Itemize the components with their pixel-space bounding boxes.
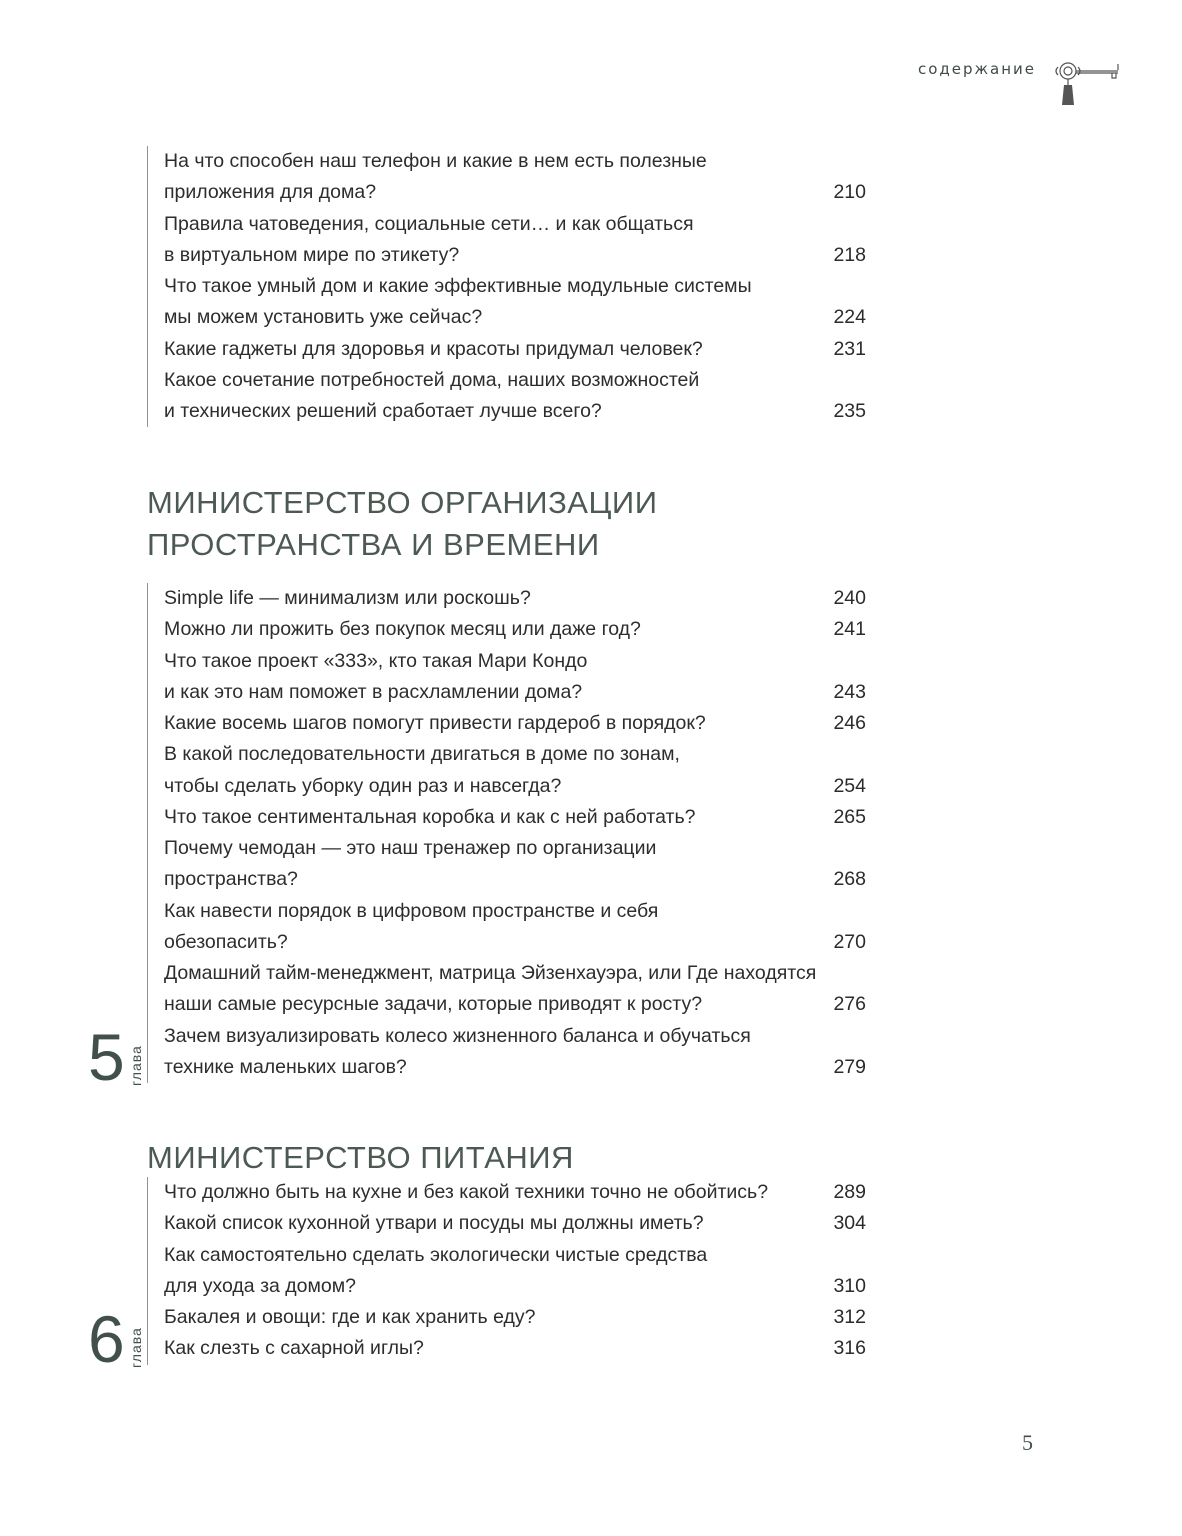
chapter-6-title-line: МИНИСТЕРСТВО ПИТАНИЯ bbox=[147, 1140, 574, 1175]
toc-entry-page: 235 bbox=[833, 400, 866, 422]
toc-entry-text: чтобы сделать уборку один раз и навсегда? bbox=[164, 774, 562, 797]
toc-entry-page: 316 bbox=[833, 1337, 866, 1360]
toc-entry-text: В какой последовательности двигаться в доме по зонам, bbox=[164, 743, 680, 766]
toc-entry-text: и технических решений сработает лучше всего? bbox=[164, 400, 602, 422]
toc-entry bbox=[148, 334, 866, 365]
toc-entry-text: Что такое сентиментальная коробка и как с ней работать? bbox=[164, 805, 696, 828]
chapter-6-title bbox=[147, 1137, 574, 1179]
toc-entry-page: 310 bbox=[833, 1274, 866, 1297]
toc-entry bbox=[148, 833, 866, 896]
toc-entry-page: 312 bbox=[833, 1306, 866, 1328]
page-number: 5 bbox=[1022, 1430, 1033, 1455]
header-section-label: содержание bbox=[917, 60, 1036, 78]
toc-entry bbox=[148, 1208, 866, 1239]
toc-entry bbox=[148, 271, 866, 334]
chapter-5-title bbox=[147, 482, 657, 566]
toc-entry bbox=[148, 365, 866, 428]
toc-entry bbox=[148, 646, 866, 709]
toc-entry-page: 254 bbox=[833, 774, 866, 797]
toc-entry-text: Как навести порядок в цифровом пространстве и себя bbox=[164, 899, 659, 922]
toc-block-top bbox=[147, 146, 866, 427]
toc-entry-text: Какое сочетание потребностей дома, наших возможностей bbox=[164, 368, 700, 391]
toc-entry-text: Какие гаджеты для здоровья и красоты придумал человек? bbox=[164, 337, 703, 360]
toc-entry-page: 246 bbox=[833, 712, 866, 734]
toc-entry-text: Зачем визуализировать колесо жизненного баланса и обучаться bbox=[164, 1024, 751, 1047]
toc-entry-text: Какой список кухонной утвари и посуды мы должны иметь? bbox=[164, 1212, 704, 1235]
toc-entry bbox=[148, 739, 866, 802]
toc-entry-text: пространства? bbox=[164, 868, 298, 891]
toc-entry bbox=[148, 802, 866, 833]
chapter-5-title-line: ПРОСТРАНСТВА И ВРЕМЕНИ bbox=[147, 527, 600, 562]
toc-entry-page: 224 bbox=[833, 306, 866, 329]
toc-entry bbox=[148, 1302, 866, 1333]
toc-entry-text: Что такое умный дом и какие эффективные модульные системы bbox=[164, 275, 752, 297]
toc-entry-page: 270 bbox=[833, 930, 866, 953]
toc-entry-text: Правила чатоведения, социальные сети… и как общаться bbox=[164, 212, 694, 235]
toc-block-chapter-5 bbox=[147, 583, 866, 1083]
toc-entry bbox=[148, 958, 866, 1021]
toc-entry-page: 231 bbox=[833, 337, 866, 360]
toc-entry-text: мы можем установить уже сейчас? bbox=[164, 306, 483, 329]
toc-entry-text: наши самые ресурсные задачи, которые приводят к росту? bbox=[164, 993, 703, 1016]
chapter-5-word: глава bbox=[128, 1045, 144, 1086]
toc-entry-page: 218 bbox=[833, 243, 866, 266]
toc-entry bbox=[148, 708, 866, 739]
chapter-6-word: глава bbox=[128, 1327, 144, 1368]
chapter-5-number: 5 bbox=[88, 1020, 125, 1094]
toc-entry bbox=[148, 209, 866, 272]
toc-entry-page: 304 bbox=[833, 1212, 866, 1235]
toc-entry bbox=[148, 614, 866, 645]
chapter-6-number: 6 bbox=[88, 1302, 125, 1376]
toc-entry-page: 265 bbox=[833, 805, 866, 828]
toc-entry-page: 240 bbox=[833, 587, 866, 609]
toc-entry-page: 289 bbox=[833, 1181, 866, 1203]
chapter-5-title-line: МИНИСТЕРСТВО ОРГАНИЗАЦИИ bbox=[147, 485, 658, 520]
toc-entry bbox=[148, 1177, 866, 1208]
toc-entry-text: и как это нам поможет в расхламлении дома? bbox=[164, 680, 583, 703]
toc-entry-text: приложения для дома? bbox=[164, 181, 377, 204]
toc-entry-text: Simple life — минимализм или роскошь? bbox=[164, 587, 531, 609]
toc-entry-text: технике маленьких шагов? bbox=[164, 1055, 407, 1078]
toc-entry-text: в виртуальном мире по этикету? bbox=[164, 243, 460, 266]
toc-entry-page: 243 bbox=[833, 680, 866, 703]
toc-entry-page: 268 bbox=[833, 868, 866, 891]
toc-entry-text: Почему чемодан — это наш тренажер по организации bbox=[164, 837, 657, 859]
toc-entry bbox=[148, 1333, 866, 1364]
toc-entry-text: для ухода за домом? bbox=[164, 1274, 357, 1297]
toc-entry-text: На что способен наш телефон и какие в нем есть полезные bbox=[164, 150, 707, 172]
toc-entry bbox=[148, 1240, 866, 1303]
toc-entry-text: Бакалея и овощи: где и как хранить еду? bbox=[164, 1306, 536, 1328]
toc-entry-page: 210 bbox=[833, 181, 866, 204]
toc-entry-text: Как слезть с сахарной иглы? bbox=[164, 1337, 424, 1360]
toc-entry bbox=[148, 896, 866, 959]
toc-entry-page: 276 bbox=[833, 993, 866, 1016]
toc-entry-text: обезопасить? bbox=[164, 930, 288, 953]
toc-entry-text: Домашний тайм-менеджмент, матрица Эйзенхауэра, или Где находятся bbox=[164, 962, 817, 984]
toc-entry-text: Можно ли прожить без покупок месяц или даже год? bbox=[164, 618, 641, 641]
toc-entry-text: Что такое проект «333», кто такая Мари Кондо bbox=[164, 649, 588, 672]
toc-entry bbox=[148, 146, 866, 209]
toc-entry bbox=[148, 583, 866, 614]
toc-block-chapter-6 bbox=[147, 1177, 866, 1365]
toc-entry-text: Какие восемь шагов помогут привести гардероб в порядок? bbox=[164, 712, 706, 734]
toc-entry-page: 241 bbox=[833, 618, 866, 641]
toc-entry bbox=[148, 1021, 866, 1084]
key-tassel-icon bbox=[1052, 58, 1124, 108]
toc-entry-text: Что должно быть на кухне и без какой техники точно не обойтись? bbox=[164, 1181, 769, 1203]
toc-entry-page: 279 bbox=[833, 1055, 866, 1078]
toc-entry-text: Как самостоятельно сделать экологически чистые средства bbox=[164, 1243, 708, 1266]
